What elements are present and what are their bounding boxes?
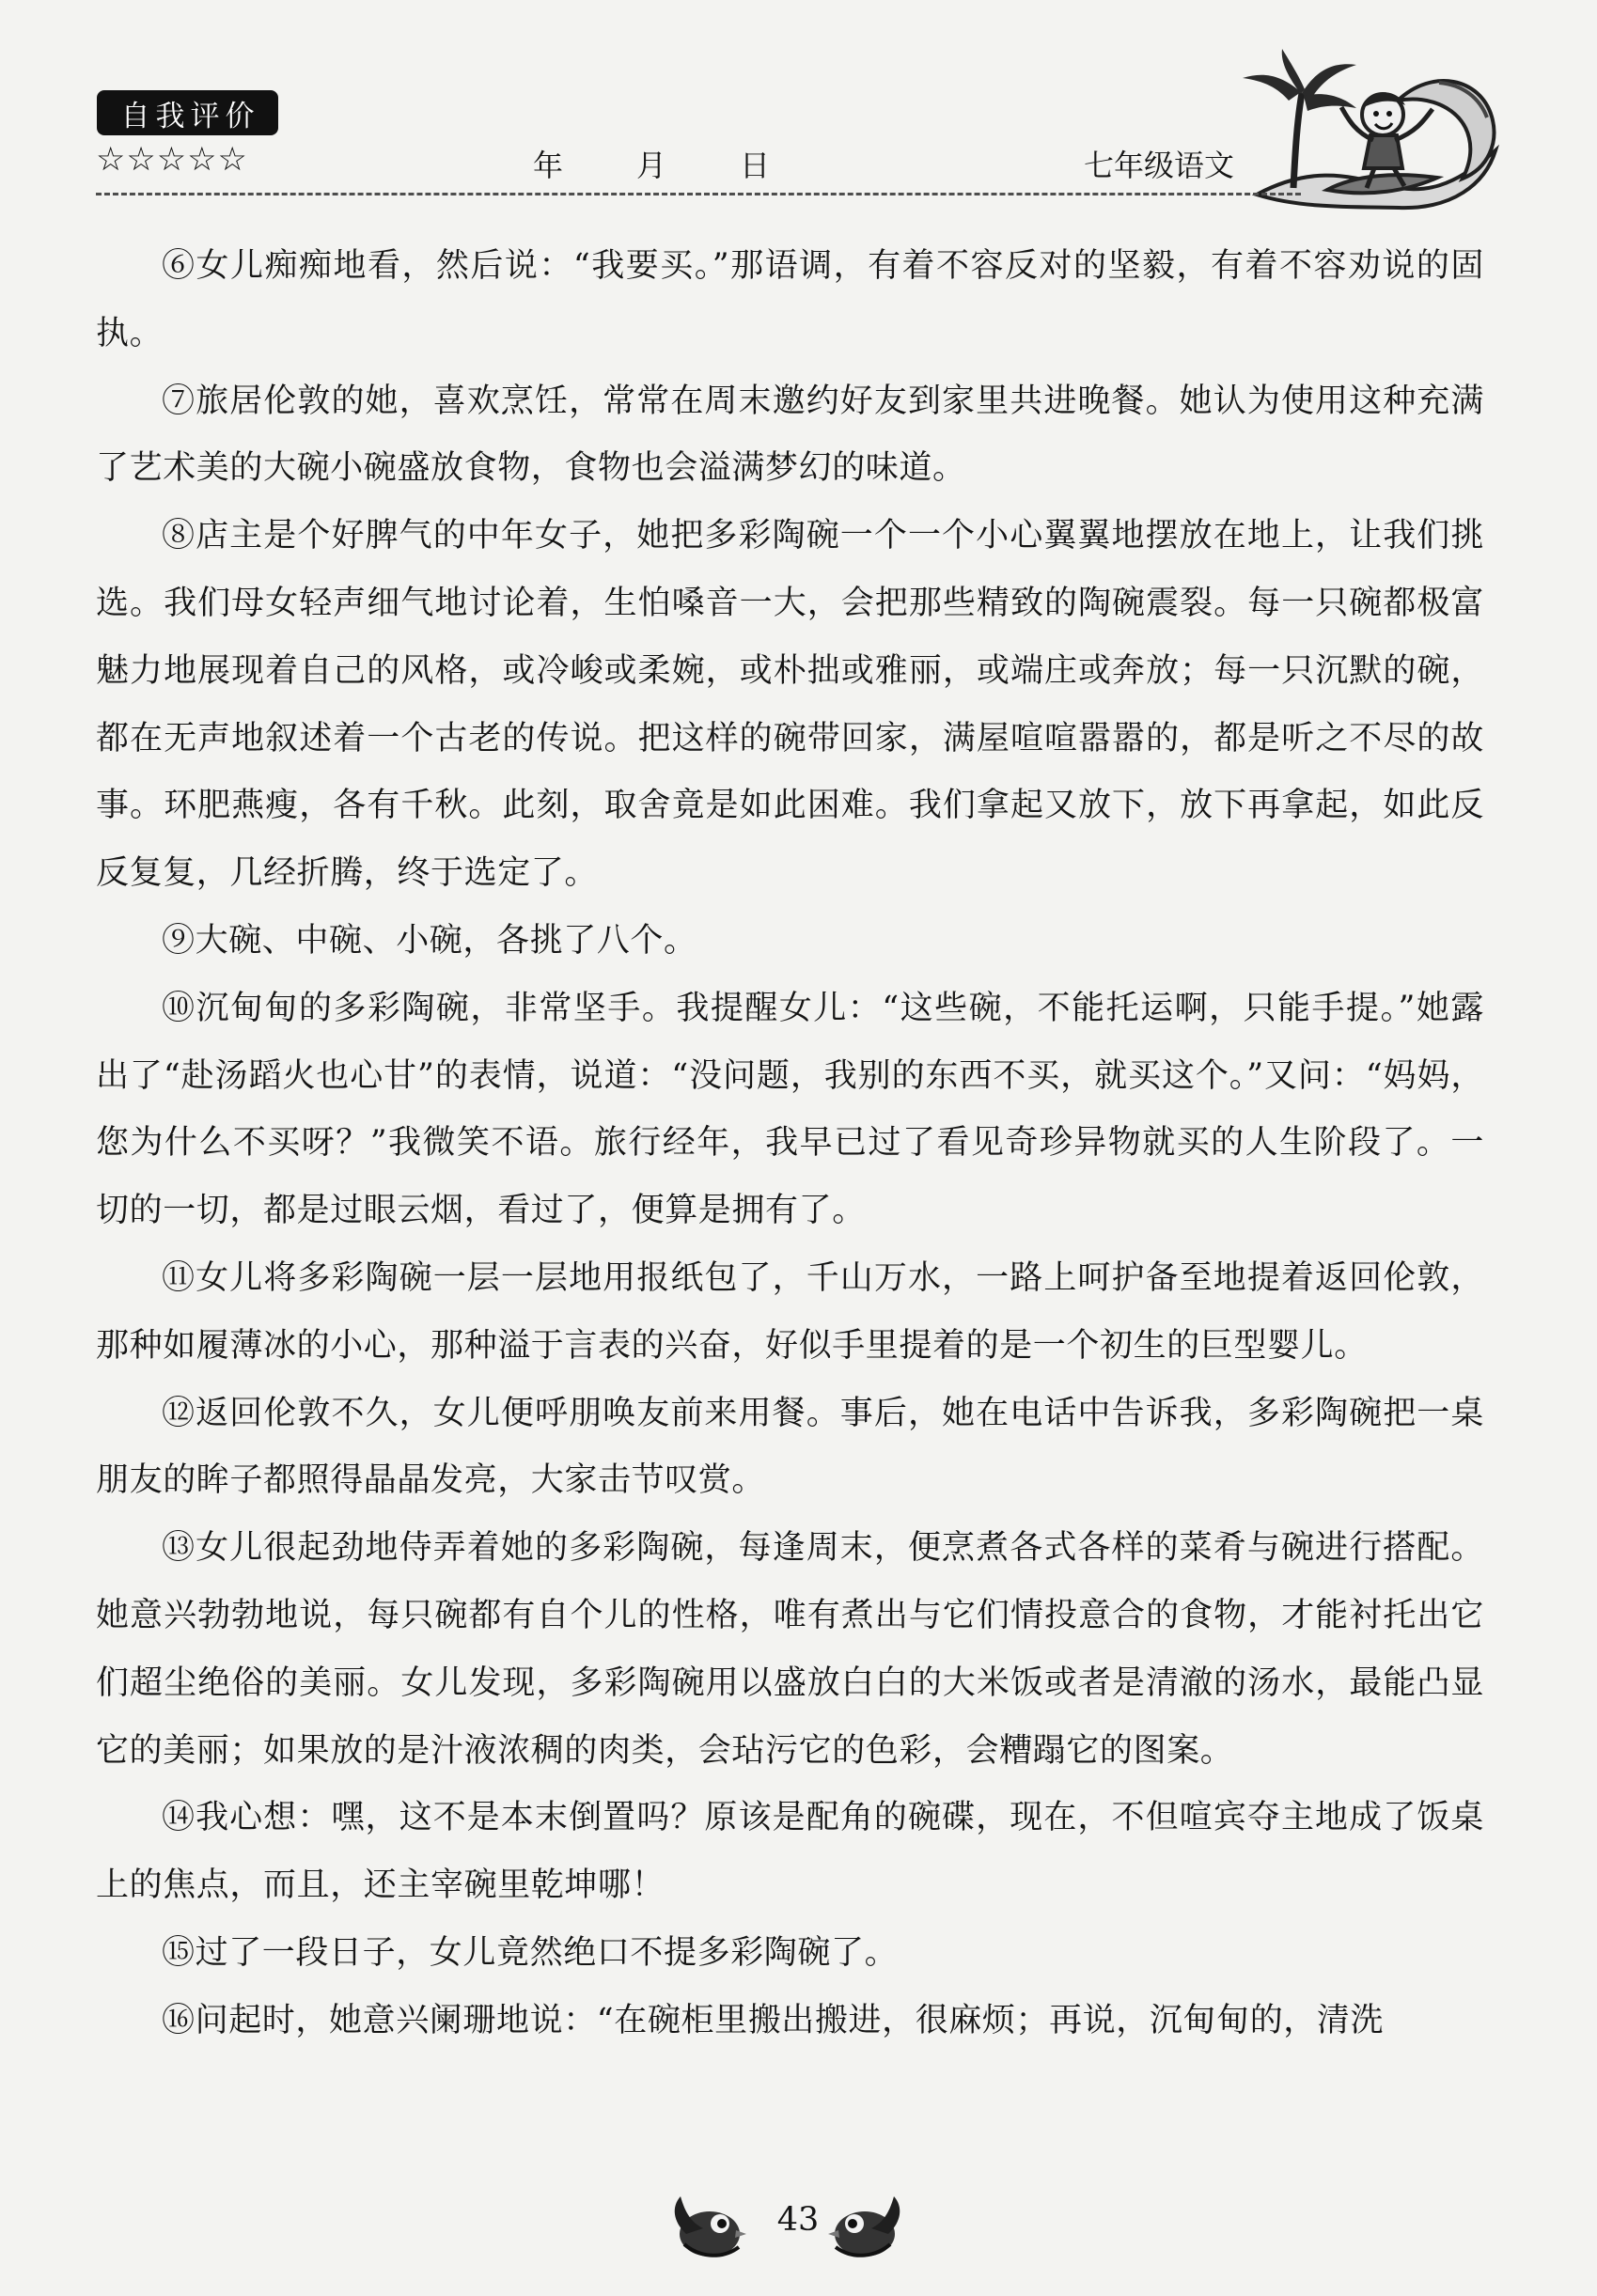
self-evaluation-badge — [97, 90, 278, 135]
paragraph-12: ⑫返回伦敦不久，女儿便呼朋唤友前来用餐。事后，她在电话中告诉我，多彩陶碗把一桌朋友的眸子都照得晶晶发亮，大家击节叹赏。 — [96, 1394, 1484, 1500]
paragraph-7: ⑦旅居伦敦的她，喜欢烹饪，常常在周末邀约好友到家里共进晚餐。她认为使用这种充满了艺术美的大碗小碗盛放食物，食物也会溢满梦幻的味道。 — [96, 382, 1484, 488]
date-fields — [533, 142, 770, 185]
date-year-label: 年 — [533, 148, 564, 183]
paragraph-11: ⑪女儿将多彩陶碗一层一层地用报纸包了，千山万水，一路上呵护备至地提着返回伦敦，那种如履薄冰的小心，那种溢于言表的兴奋，好似手里提着的是一个初生的巨型婴儿。 — [96, 1258, 1484, 1365]
paragraph-14: ⑭我心想：嘿，这不是本末倒置吗？原该是配角的碗碟，现在，不但喧宾夺主地成了饭桌上的焦点，而且，还主宰碗里乾坤哪！ — [96, 1799, 1484, 1905]
surfing-child-illustration — [1238, 49, 1505, 214]
date-month-label: 月 — [636, 148, 667, 183]
paragraph-10: ⑩沉甸甸的多彩陶碗，非常坚手。我提醒女儿：“这些碗，不能托运啊，只能手提。”她露出了“赴汤蹈火也心甘”的表情，说道：“没问题，我别的东西不买，就买这个。”又问：“妈妈，您为什么不买呀？”我微笑不语。旅行经年，我早已过了看见奇珍异物就买的人生阶段了。一切的一切，都是过眼云烟，看过了，便算是拥有了。 — [96, 989, 1484, 1230]
self-evaluation-label: 自我评价 — [120, 99, 260, 133]
header-divider — [96, 193, 1301, 195]
grade-subject-label: 七年级语文 — [1084, 148, 1235, 183]
left-bird-icon — [669, 2190, 746, 2263]
paragraph-8: ⑧店主是个好脾气的中年女子，她把多彩陶碗一个一个小心翼翼地摆放在地上，让我们挑选。我们母女轻声细气地讨论着，生怕嗓音一大，会把那些精致的陶碗震裂。每一只碗都极富魅力地展现着自己的风格，或冷峻或柔婉，或朴拙或雅丽，或端庄或奔放；每一只沉默的碗，都在无声地叙述着一个古老的传说。把这样的碗带回家，满屋喧喧嚣嚣的，都是听之不尽的故事。环肥燕瘦，各有千秋。此刻，取舍竟是如此困难。我们拿起又放下，放下再拿起，如此反反复复，几经折腾，终于选定了。 — [96, 517, 1484, 893]
right-bird-icon — [828, 2190, 905, 2263]
article-text — [96, 233, 1484, 2055]
date-day-label: 日 — [740, 148, 771, 183]
paragraph-6: ⑥女儿痴痴地看，然后说：“我要买。”那语调，有着不容反对的坚毅，有着不容劝说的固执。 — [96, 247, 1484, 352]
page-number: 43 — [776, 2201, 820, 2239]
paragraph-13: ⑬女儿很起劲地侍弄着她的多彩陶碗，每逢周末，便烹煮各式各样的菜肴与碗进行搭配。她意兴勃勃地说，每只碗都有自个儿的性格，唯有煮出与它们情投意合的食物，才能衬托出它们超尘绝俗的美丽。女儿发现，多彩陶碗用以盛放白白的大米饭或者是清澈的汤水，最能凸显它的美丽；如果放的是汁液浓稠的肉类，会玷污它的色彩，会糟蹋它的图案。 — [96, 1529, 1484, 1770]
paragraph-9: ⑨大碗、中碗、小碗，各挑了八个。 — [162, 921, 697, 960]
page-footer — [0, 2190, 1597, 2265]
paragraph-15: ⑮过了一段日子，女儿竟然绝口不提多彩陶碗了。 — [162, 1933, 899, 1972]
paragraph-16: ⑯问起时，她意兴阑珊地说：“在碗柜里搬出搬进，很麻烦；再说，沉甸甸的，清洗 — [162, 2001, 1385, 2039]
rating-stars: ☆☆☆☆☆ — [96, 141, 248, 179]
